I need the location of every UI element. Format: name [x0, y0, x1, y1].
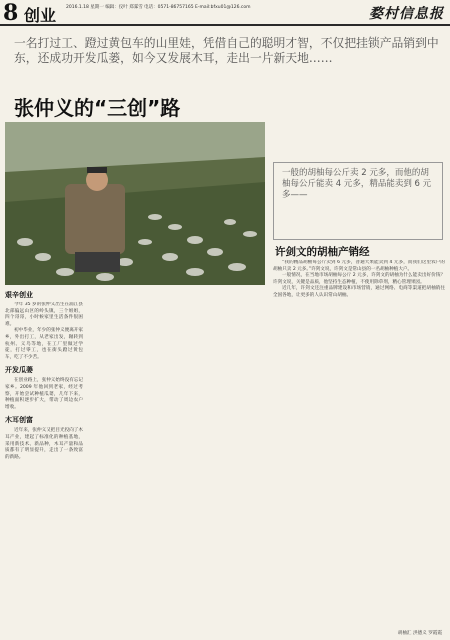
paragraph: “我的精品胡柚每公斤卖到 6 元多，普通大果能卖到 4 元多，而我们这里农户的胡柚只卖 2 元多。”许剑文说，许剑文是常山县的一名胡柚种植大户。 [273, 260, 445, 272]
paragraph: 一般情况，在当地市场胡柚每公斤 2 元多，许剑文的胡柚为什么能卖出好价钱？许剑文说，关键是品质，他坚持生态种植，不使用除草剂，精心管理果园。 [273, 273, 445, 285]
section-title-3: 木耳创富 [5, 416, 33, 425]
article-headline: 张仲义的“三创”路 [14, 96, 181, 120]
paragraph: 近年来，张仲义又把目光投向了木耳产业，建起了标准化的种植基地，采用新技术、新品种，木耳产量和品质都有了明显提升，走出了一条致富的新路。 [5, 428, 83, 460]
paragraph: 今年 35 岁的张仲义出生在浦江县北部偏远山区的岭头镇，三个姐姐，四个哥哥，小时候家里生活条件很困难。 [5, 302, 83, 327]
paragraph: 初中毕业，年少的张仲义便离开家乡，外出打工，从老家出发，辗转到杭州、义乌等地，在工厂里做过学徒，打过零工，也在街头蹬过黄包车，吃了不少苦。 [5, 328, 83, 360]
sidebar-body [273, 260, 445, 636]
section-name: 创业 [24, 6, 57, 25]
paragraph: 在创业路上，张仲义始终没有忘记家乡。2009 年他回到老家，经过考察，开始尝试种植瓜蒌，几年下来，种植面积逐步扩大，带动了周边农户增收。 [5, 378, 83, 410]
byline: 胡柚汇 洪德义 罗霞霞 [397, 631, 442, 636]
greenhouse-photo-image [5, 122, 265, 285]
page-header [0, 0, 450, 26]
section-title-2: 开发瓜蒌 [5, 366, 33, 375]
article-lead: 一名打过工、蹬过黄包车的山里娃，凭借自己的聪明才智，不仅把挂锁产品销到中东，还成功开发瓜蒌，如今又发展木耳，走出一片新天地…… [14, 36, 439, 65]
article-column-1 [5, 302, 83, 638]
section-title-1: 艰辛创业 [5, 291, 33, 299]
page-number: 8 [3, 0, 19, 26]
article-photo [5, 122, 265, 285]
sidebar-title: 许剑文的胡柚产销经 [275, 246, 370, 258]
newspaper-masthead: 婺村信息报 [369, 6, 444, 22]
paragraph: 近几年，许剑文还注重品牌建设和市场营销，通过网络、电商等渠道把胡柚销往全国各地，让更多的人认识常山胡柚。 [273, 286, 445, 298]
issue-meta: 2016.1.18 星期一 编辑：仪叶 郑霁雪 电话：0571-86757165 E-mail:bfxu01@126.com [66, 5, 251, 10]
sidebar-article [273, 162, 448, 638]
sidebar-summary-box: 一般的胡柚每公斤卖 2 元多，而他的胡柚每公斤能卖 4 元多，精品能卖到 6 元多—— [273, 162, 443, 240]
